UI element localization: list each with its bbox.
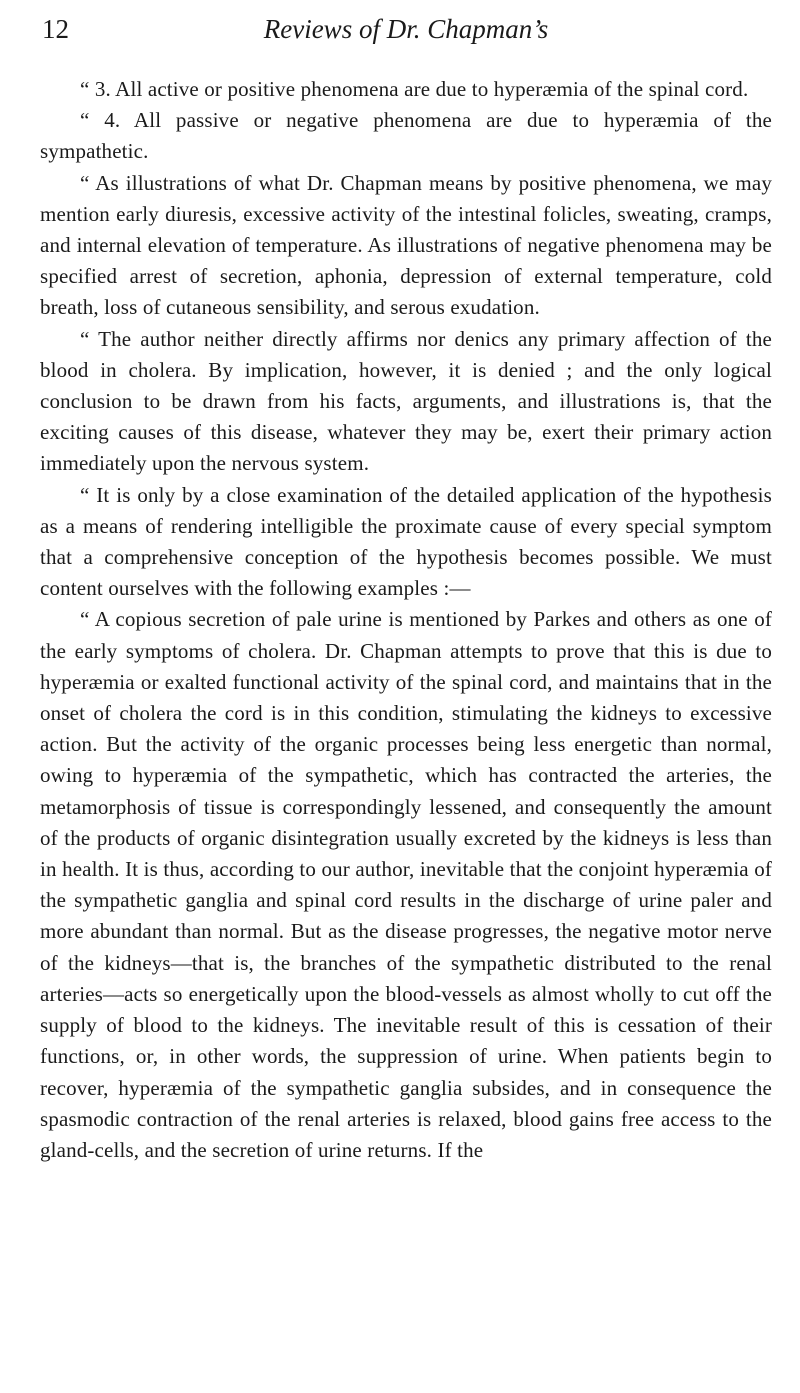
paragraph: “ 4. All passive or negative phenomena are due to hyperæmia of the sympathetic.	[40, 108, 772, 164]
paragraph: “ As illustrations of what Dr. Chapman means by positive phenomena, we may mention early diuresis, excessive activity of the intestinal folicles, sweating, cramps, and internal elevation of temperature. As illustrations of negative phenomena may be specified arrest of secretion, aphonia, depression of external temperature, cold breath, loss of cutaneous sensibility, and serous exudation.	[40, 170, 772, 320]
page-header	[40, 14, 772, 56]
paragraph: “ It is only by a close examination of the detailed application of the hypothesis as a means of rendering intelligible the proximate cause of every special symptom that a comprehensive conception of the hypothesis becomes possible. We must content ourselves with the following examples :—	[40, 482, 772, 601]
paragraph: “ A copious secretion of pale urine is mentioned by Parkes and others as one of the early symptoms of cholera. Dr. Chapman attempts to prove that this is due to hyperæmia or exalted functional activity of the spinal cord, and maintains that in the onset of cholera the cord is in this condition, stimulating the kidneys to excessive action. But the activity of the organic processes being less energetic than normal, owing to hyperæmia of the sympathetic, which has contracted the arteries, the metamorphosis of tissue is correspondingly lessened, and consequently the amount of the products of organic disintegration usually excreted by the kidneys is less than in health. It is thus, according to our author, inevitable that the conjoint hyperæmia of the sympathetic ganglia and spinal cord results in the discharge of urine paler and more abundant than normal. But as the disease progresses, the negative motor nerve of the kidneys—that is, the branches of the sympathetic distributed to the renal arteries—acts so energetically upon the blood-vessels as almost wholly to cut off the supply of blood to the kidneys. The inevitable result of this is cessation of their functions, or, in other words, the suppression of urine. When patients begin to recover, hyperæmia of the sympathetic ganglia subsides, and in consequence the spasmodic contraction of the renal arteries is relaxed, blood gains free access to the gland-cells, and the secretion of urine returns. If the	[40, 607, 772, 1162]
paragraph: “ The author neither directly affirms nor denics any primary affection of the blood in cholera. By implication, however, it is denied ; and the only logical conclusion to be drawn from his facts, arguments, and illustrations is, that the exciting causes of this disease, whatever they may be, exert their primary action immediately upon the nervous system.	[40, 326, 772, 476]
running-title: Reviews of Dr. Chapman’s	[263, 14, 549, 44]
paragraph: “ 3. All active or positive phenomena are due to hyperæmia of the spinal cord.	[80, 77, 749, 101]
body-text	[40, 74, 772, 1166]
page-number: 12	[42, 14, 69, 44]
